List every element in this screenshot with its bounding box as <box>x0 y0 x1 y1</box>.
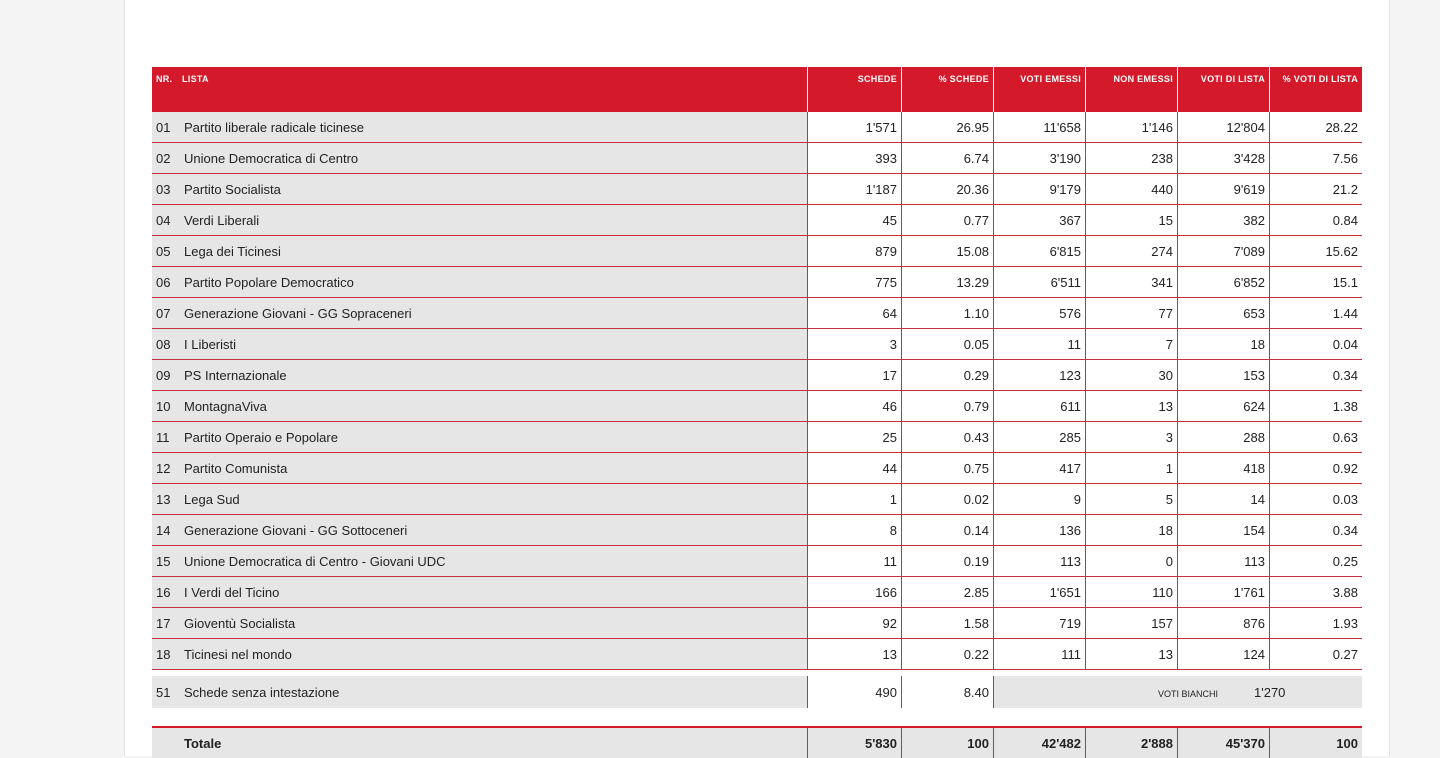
party-name-cell <box>152 360 808 391</box>
cell-pct-voti-lista: 1.44 <box>1270 298 1362 329</box>
table-row <box>152 422 1362 453</box>
party-number: 17 <box>156 615 171 631</box>
cell-voti-lista: 418 <box>1178 453 1270 484</box>
header-lista[interactable] <box>152 67 808 112</box>
cell-pct-schede: 6.74 <box>902 143 994 174</box>
cell-voti-emessi: 9'179 <box>994 174 1086 205</box>
cell-voti-emessi: 11'658 <box>994 112 1086 143</box>
party-name: Generazione Giovani - GG Sottoceneri <box>184 522 408 538</box>
table-row <box>152 236 1362 267</box>
cell-voti-emessi: 1'651 <box>994 577 1086 608</box>
cell-pct-voti-lista: 28.22 <box>1270 112 1362 143</box>
header-non-emessi[interactable]: NON EMESSI <box>1086 67 1178 112</box>
cell-pct-voti-lista: 0.63 <box>1270 422 1362 453</box>
totale-voti-lista: 45'370 <box>1178 728 1270 758</box>
party-name-cell <box>152 143 808 174</box>
party-number: 12 <box>156 460 171 476</box>
cell-schede: 46 <box>808 391 902 422</box>
schede-senza-pct-schede: 8.40 <box>902 676 994 708</box>
cell-pct-voti-lista: 1.93 <box>1270 608 1362 639</box>
row-spacer-totale <box>152 708 1362 728</box>
party-name-cell <box>152 267 808 298</box>
cell-pct-schede: 26.95 <box>902 112 994 143</box>
schede-senza-name: Schede senza intestazione <box>184 684 340 700</box>
table-row <box>152 546 1362 577</box>
party-name-cell <box>152 329 808 360</box>
party-name: I Verdi del Ticino <box>184 584 280 600</box>
party-name: MontagnaViva <box>184 398 267 414</box>
cell-schede: 8 <box>808 515 902 546</box>
cell-schede: 13 <box>808 639 902 670</box>
cell-non-emessi: 1 <box>1086 453 1178 484</box>
schede-senza-name-cell <box>152 676 808 708</box>
party-number: 04 <box>156 212 171 228</box>
cell-schede: 45 <box>808 205 902 236</box>
table-row <box>152 267 1362 298</box>
party-name-cell <box>152 174 808 205</box>
cell-non-emessi: 440 <box>1086 174 1178 205</box>
table-row <box>152 453 1362 484</box>
party-name: Partito liberale radicale ticinese <box>184 119 364 135</box>
header-voti-emessi[interactable]: VOTI EMESSI <box>994 67 1086 112</box>
cell-non-emessi: 3 <box>1086 422 1178 453</box>
party-number: 07 <box>156 305 171 321</box>
cell-pct-schede: 0.19 <box>902 546 994 577</box>
cell-voti-lista: 6'852 <box>1178 267 1270 298</box>
table-header-row <box>152 67 1362 112</box>
cell-non-emessi: 15 <box>1086 205 1178 236</box>
cell-voti-emessi: 111 <box>994 639 1086 670</box>
cell-non-emessi: 77 <box>1086 298 1178 329</box>
cell-pct-voti-lista: 7.56 <box>1270 143 1362 174</box>
party-name-cell <box>152 546 808 577</box>
party-name-cell <box>152 608 808 639</box>
cell-pct-schede: 0.29 <box>902 360 994 391</box>
table-row <box>152 577 1362 608</box>
party-name: Partito Socialista <box>184 181 281 197</box>
cell-voti-emessi: 11 <box>994 329 1086 360</box>
cell-voti-lista: 18 <box>1178 329 1270 360</box>
cell-voti-lista: 9'619 <box>1178 174 1270 205</box>
cell-non-emessi: 0 <box>1086 546 1178 577</box>
cell-non-emessi: 30 <box>1086 360 1178 391</box>
party-name: Partito Comunista <box>184 460 288 476</box>
party-name-cell <box>152 112 808 143</box>
table-row <box>152 639 1362 670</box>
cell-non-emessi: 5 <box>1086 484 1178 515</box>
voti-bianchi-value: 1'270 <box>1254 684 1286 700</box>
table-row <box>152 205 1362 236</box>
cell-voti-lista: 124 <box>1178 639 1270 670</box>
cell-pct-schede: 0.02 <box>902 484 994 515</box>
cell-non-emessi: 18 <box>1086 515 1178 546</box>
cell-schede: 17 <box>808 360 902 391</box>
header-voti-lista[interactable]: VOTI DI LISTA <box>1178 67 1270 112</box>
party-number: 06 <box>156 274 171 290</box>
totale-pct-schede: 100 <box>902 728 994 758</box>
cell-non-emessi: 274 <box>1086 236 1178 267</box>
table-row <box>152 391 1362 422</box>
cell-pct-voti-lista: 1.38 <box>1270 391 1362 422</box>
party-name-cell <box>152 577 808 608</box>
cell-voti-emessi: 3'190 <box>994 143 1086 174</box>
cell-voti-emessi: 6'511 <box>994 267 1086 298</box>
cell-schede: 44 <box>808 453 902 484</box>
party-number: 02 <box>156 150 171 166</box>
party-name: Unione Democratica di Centro <box>184 150 359 166</box>
cell-schede: 25 <box>808 422 902 453</box>
cell-voti-lista: 624 <box>1178 391 1270 422</box>
cell-schede: 879 <box>808 236 902 267</box>
party-name: Gioventù Socialista <box>184 615 296 631</box>
cell-voti-emessi: 719 <box>994 608 1086 639</box>
cell-voti-lista: 653 <box>1178 298 1270 329</box>
party-name-cell <box>152 639 808 670</box>
cell-voti-lista: 154 <box>1178 515 1270 546</box>
cell-voti-lista: 12'804 <box>1178 112 1270 143</box>
header-nr: NR. <box>156 74 173 84</box>
cell-pct-voti-lista: 21.2 <box>1270 174 1362 205</box>
cell-non-emessi: 110 <box>1086 577 1178 608</box>
cell-voti-emessi: 285 <box>994 422 1086 453</box>
party-number: 01 <box>156 119 171 135</box>
party-name: Verdi Liberali <box>184 212 260 228</box>
table-row <box>152 515 1362 546</box>
party-name-cell <box>152 484 808 515</box>
cell-voti-emessi: 9 <box>994 484 1086 515</box>
cell-pct-schede: 0.77 <box>902 205 994 236</box>
cell-pct-voti-lista: 15.1 <box>1270 267 1362 298</box>
cell-voti-lista: 7'089 <box>1178 236 1270 267</box>
cell-pct-schede: 0.43 <box>902 422 994 453</box>
cell-voti-emessi: 6'815 <box>994 236 1086 267</box>
party-number: 18 <box>156 646 171 662</box>
cell-non-emessi: 341 <box>1086 267 1178 298</box>
cell-voti-emessi: 367 <box>994 205 1086 236</box>
cell-non-emessi: 1'146 <box>1086 112 1178 143</box>
cell-pct-voti-lista: 0.34 <box>1270 515 1362 546</box>
party-name: PS Internazionale <box>184 367 287 383</box>
party-number: 16 <box>156 584 171 600</box>
cell-voti-lista: 3'428 <box>1178 143 1270 174</box>
party-name: Lega dei Ticinesi <box>184 243 281 259</box>
header-pct-schede[interactable]: % SCHEDE <box>902 67 994 112</box>
table-row <box>152 360 1362 391</box>
cell-pct-schede: 0.22 <box>902 639 994 670</box>
cell-schede: 92 <box>808 608 902 639</box>
cell-pct-voti-lista: 0.34 <box>1270 360 1362 391</box>
cell-schede: 775 <box>808 267 902 298</box>
header-lista-label: LISTA <box>182 74 209 84</box>
party-number: 09 <box>156 367 171 383</box>
totale-pct-voti-lista: 100 <box>1270 728 1362 758</box>
cell-pct-voti-lista: 0.84 <box>1270 205 1362 236</box>
voti-bianchi-label: VOTI BIANCHI <box>1158 688 1219 699</box>
cell-voti-lista: 14 <box>1178 484 1270 515</box>
party-name: Ticinesi nel mondo <box>184 646 292 662</box>
totale-non-emessi: 2'888 <box>1086 728 1178 758</box>
cell-pct-voti-lista: 3.88 <box>1270 577 1362 608</box>
party-name-cell <box>152 391 808 422</box>
cell-pct-schede: 1.58 <box>902 608 994 639</box>
cell-schede: 1'571 <box>808 112 902 143</box>
cell-non-emessi: 13 <box>1086 391 1178 422</box>
party-name: Partito Operaio e Popolare <box>184 429 338 445</box>
cell-pct-voti-lista: 0.03 <box>1270 484 1362 515</box>
cell-schede: 166 <box>808 577 902 608</box>
table-row <box>152 608 1362 639</box>
table-footer <box>152 670 1362 758</box>
party-number: 13 <box>156 491 171 507</box>
cell-pct-voti-lista: 0.27 <box>1270 639 1362 670</box>
election-results-table <box>152 67 1362 758</box>
cell-schede: 3 <box>808 329 902 360</box>
cell-pct-voti-lista: 15.62 <box>1270 236 1362 267</box>
schede-senza-row <box>152 676 1362 708</box>
schede-senza-schede: 490 <box>808 676 902 708</box>
cell-schede: 1 <box>808 484 902 515</box>
cell-pct-voti-lista: 0.92 <box>1270 453 1362 484</box>
party-number: 10 <box>156 398 171 414</box>
party-name: Partito Popolare Democratico <box>184 274 354 290</box>
cell-voti-emessi: 611 <box>994 391 1086 422</box>
cell-voti-lista: 1'761 <box>1178 577 1270 608</box>
header-schede[interactable]: SCHEDE <box>808 67 902 112</box>
header-pct-voti-lista[interactable]: % VOTI DI LISTA <box>1270 67 1362 112</box>
party-number: 05 <box>156 243 171 259</box>
cell-schede: 11 <box>808 546 902 577</box>
cell-schede: 1'187 <box>808 174 902 205</box>
voti-bianchi-cell <box>994 676 1362 708</box>
cell-schede: 393 <box>808 143 902 174</box>
cell-voti-emessi: 576 <box>994 298 1086 329</box>
table-row <box>152 329 1362 360</box>
party-name-cell <box>152 453 808 484</box>
totale-schede: 5'830 <box>808 728 902 758</box>
table-row <box>152 143 1362 174</box>
cell-voti-emessi: 417 <box>994 453 1086 484</box>
table-row <box>152 174 1362 205</box>
party-number: 03 <box>156 181 171 197</box>
cell-pct-schede: 0.14 <box>902 515 994 546</box>
cell-non-emessi: 238 <box>1086 143 1178 174</box>
party-name: I Liberisti <box>184 336 237 352</box>
totale-row <box>152 728 1362 758</box>
party-number: 14 <box>156 522 171 538</box>
cell-voti-lista: 382 <box>1178 205 1270 236</box>
cell-pct-schede: 20.36 <box>902 174 994 205</box>
cell-pct-voti-lista: 0.04 <box>1270 329 1362 360</box>
party-number: 15 <box>156 553 171 569</box>
party-name-cell <box>152 422 808 453</box>
results-page <box>124 0 1390 756</box>
cell-voti-lista: 288 <box>1178 422 1270 453</box>
cell-pct-schede: 0.79 <box>902 391 994 422</box>
cell-voti-lista: 153 <box>1178 360 1270 391</box>
table-row <box>152 112 1362 143</box>
cell-voti-lista: 113 <box>1178 546 1270 577</box>
party-number: 08 <box>156 336 171 352</box>
cell-voti-emessi: 136 <box>994 515 1086 546</box>
party-name: Unione Democratica di Centro - Giovani UDC <box>184 553 446 569</box>
party-name-cell <box>152 298 808 329</box>
cell-schede: 64 <box>808 298 902 329</box>
totale-voti-emessi: 42'482 <box>994 728 1086 758</box>
cell-pct-schede: 1.10 <box>902 298 994 329</box>
party-name: Generazione Giovani - GG Sopraceneri <box>184 305 412 321</box>
party-number: 11 <box>156 429 170 445</box>
cell-pct-schede: 0.05 <box>902 329 994 360</box>
cell-voti-emessi: 123 <box>994 360 1086 391</box>
table-body <box>152 112 1362 670</box>
cell-pct-voti-lista: 0.25 <box>1270 546 1362 577</box>
cell-non-emessi: 157 <box>1086 608 1178 639</box>
table-row <box>152 298 1362 329</box>
party-name-cell <box>152 515 808 546</box>
cell-pct-schede: 2.85 <box>902 577 994 608</box>
cell-voti-emessi: 113 <box>994 546 1086 577</box>
cell-pct-schede: 13.29 <box>902 267 994 298</box>
totale-label: Totale <box>152 728 808 758</box>
party-name-cell <box>152 205 808 236</box>
cell-pct-schede: 15.08 <box>902 236 994 267</box>
table-row <box>152 484 1362 515</box>
cell-pct-schede: 0.75 <box>902 453 994 484</box>
party-name-cell <box>152 236 808 267</box>
party-name: Lega Sud <box>184 491 240 507</box>
schede-senza-nr: 51 <box>156 684 171 700</box>
cell-non-emessi: 7 <box>1086 329 1178 360</box>
cell-non-emessi: 13 <box>1086 639 1178 670</box>
cell-voti-lista: 876 <box>1178 608 1270 639</box>
